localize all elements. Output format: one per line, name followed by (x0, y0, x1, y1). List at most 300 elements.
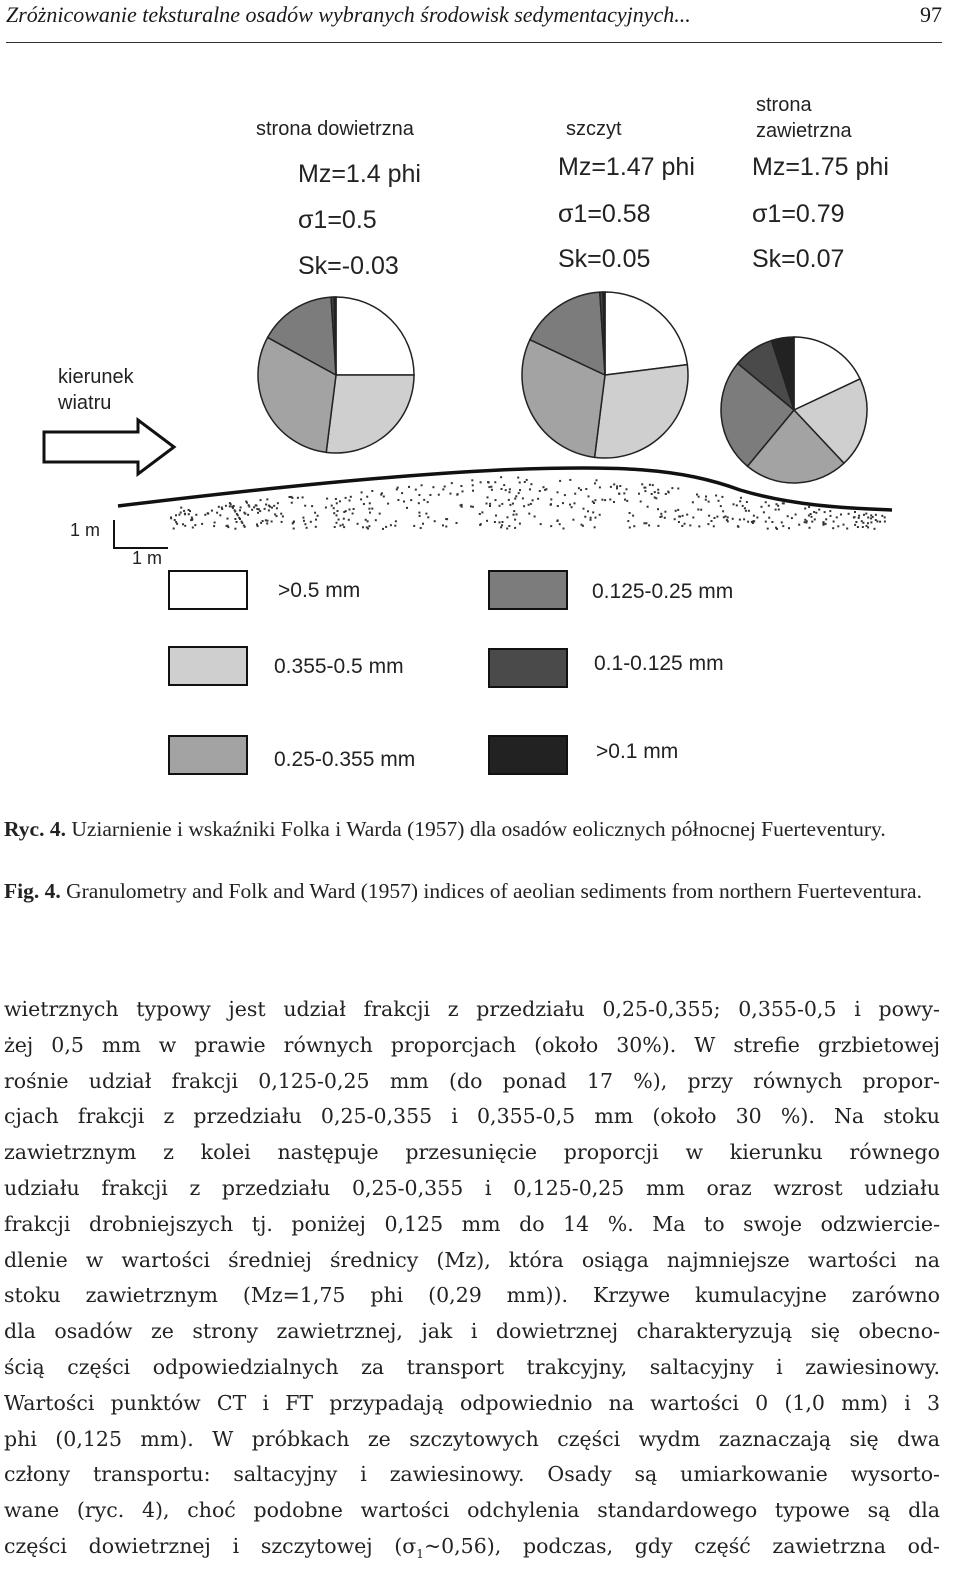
sand-dot (523, 505, 525, 507)
sand-dot (863, 514, 865, 516)
sand-dot (815, 512, 817, 514)
legend-swatch-3 (168, 735, 248, 775)
sand-dot (708, 515, 710, 517)
scale-vertical-label: 1 m (70, 520, 101, 540)
sand-dot (368, 525, 370, 527)
sand-dot (418, 494, 420, 496)
sand-dot (427, 501, 429, 503)
sand-dot (813, 511, 815, 513)
sand-dot (867, 522, 869, 524)
sand-dot (432, 486, 434, 488)
sand-dot (862, 526, 864, 528)
sand-dot (353, 508, 355, 510)
sand-dot (778, 509, 780, 511)
sand-dot (481, 511, 483, 513)
sand-dot (390, 524, 392, 526)
sand-dot (594, 499, 596, 501)
sand-dot (818, 509, 820, 511)
wind-arrow-icon (44, 420, 174, 474)
sand-dot (574, 493, 576, 495)
sand-dot (460, 485, 462, 487)
sand-dot (585, 488, 587, 490)
sand-dot (445, 518, 447, 520)
station-2-sk: Sk=0.05 (558, 245, 651, 273)
sand-dot (219, 514, 221, 516)
sand-dot (297, 497, 299, 499)
sand-dot (787, 515, 789, 517)
sand-dot (234, 511, 236, 513)
wind-label-1: kierunek (58, 366, 134, 388)
scale-bar (114, 520, 168, 548)
sand-dot (524, 481, 526, 483)
pie-slice (595, 365, 688, 458)
sand-dot (507, 516, 509, 518)
sand-dot (519, 489, 521, 491)
sand-dot (491, 489, 493, 491)
sand-dot (293, 521, 295, 523)
sand-dot (765, 521, 767, 523)
sand-dot (595, 517, 597, 519)
sand-dot (530, 483, 532, 485)
sand-dot (269, 506, 271, 508)
sand-dot (855, 521, 857, 523)
sand-dot (733, 503, 735, 505)
sand-dot (768, 517, 770, 519)
station-3-sk: Sk=0.07 (752, 245, 845, 273)
sand-dot (867, 517, 869, 519)
sand-dot (594, 526, 596, 528)
caption-en-text: Granulometry and Folk and Ward (1957) indices of aeolian sediments from northern Fuerteventura. (66, 879, 922, 903)
body-line: dla osadów ze strony zawietrznej, jak i dowietrznej charakteryzują się obecno- (4, 1319, 940, 1344)
sand-dot (649, 484, 651, 486)
sand-dot (281, 521, 283, 523)
sand-dot (244, 513, 246, 515)
sand-dot (363, 503, 365, 505)
sand-dot (715, 495, 717, 497)
sand-dot (739, 500, 741, 502)
sand-dot (216, 512, 218, 514)
sand-dot (337, 510, 339, 512)
body-line: ścią części odpowiedzialnych za transport trakcyjny, saltacyjny i zawiesinowy. (4, 1354, 940, 1379)
sand-dot (811, 516, 813, 518)
sand-dot (501, 503, 503, 505)
caption-en (4, 876, 940, 907)
legend-label-6: >0.1 mm (596, 740, 679, 763)
sand-dot (382, 528, 384, 530)
legend-label-5: 0.1-0.125 mm (594, 652, 724, 675)
sand-dot (361, 491, 363, 493)
sand-dot (640, 501, 642, 503)
sand-dot (532, 499, 534, 501)
sand-dot (808, 506, 810, 508)
sand-dot (291, 502, 293, 504)
sand-dot (648, 524, 650, 526)
sand-dot (657, 489, 659, 491)
sand-dot (857, 526, 859, 528)
sand-dot (419, 515, 421, 517)
sand-dot (348, 519, 350, 521)
sand-dot (233, 505, 235, 507)
sand-dot (665, 493, 667, 495)
sand-dot (686, 514, 688, 516)
sand-dot (879, 521, 881, 523)
sand-dot (394, 525, 396, 527)
sand-dot (339, 500, 341, 502)
sand-dot (396, 488, 398, 490)
sand-dot (490, 486, 492, 488)
sand-dot (240, 506, 242, 508)
sand-dot (609, 499, 611, 501)
sand-dot (782, 525, 784, 527)
sand-dot (588, 495, 590, 497)
sand-dot (509, 491, 511, 493)
sand-dot (613, 501, 615, 503)
sand-dot (768, 505, 770, 507)
sand-dot (659, 516, 661, 518)
sand-dot (599, 486, 601, 488)
sand-dot (367, 520, 369, 522)
sand-dot (456, 522, 458, 524)
body-line: udziału frakcji z przedziału 0,25-0,355 i 0,125-0,25 mm oraz wzrost udziału (4, 1175, 940, 1200)
sand-dot (349, 509, 351, 511)
sand-dot (489, 505, 491, 507)
sand-dot (369, 502, 371, 504)
sand-dot (509, 504, 511, 506)
sand-dot (335, 498, 337, 500)
sand-dot (368, 508, 370, 510)
body-line-last: części dowietrznej i szczytowej $(\sigma_1\sim 0,56)$, podczas, gdy część zawietrzna od- (4, 1533, 940, 1562)
sand-dot (366, 496, 368, 498)
sand-dot (711, 520, 713, 522)
sand-dot (499, 521, 501, 523)
sand-dot (782, 502, 784, 504)
sand-dot (627, 520, 629, 522)
sand-dot (180, 507, 182, 509)
body-line: wietrznych typowy jest udział frakcji z przedziału 0,25-0,355; 0,355-0,5 i powy- (4, 997, 940, 1021)
body-line: cjach frakcji z przedziału 0,25-0,355 i 0,355-0,5 mm (około 30 %). Na stoku (4, 1104, 940, 1129)
sand-dot (422, 523, 424, 525)
sand-dot (814, 518, 816, 520)
legend-label-2: 0.355-0.5 mm (274, 655, 404, 678)
sand-dot (304, 505, 306, 507)
sand-dot (655, 497, 657, 499)
sand-dot (506, 528, 508, 530)
sand-dot (461, 506, 463, 508)
sand-dot (406, 507, 408, 509)
sand-dot (736, 504, 738, 506)
sand-dot (616, 487, 618, 489)
sand-dot (500, 476, 502, 478)
sand-dot (594, 482, 596, 484)
sand-dot (743, 518, 745, 520)
sand-dot (698, 525, 700, 527)
sand-dot (571, 506, 573, 508)
sand-dot (246, 502, 248, 504)
sand-dot (804, 521, 806, 523)
sand-dot (326, 498, 328, 500)
sand-dot (592, 511, 594, 513)
sand-dot (530, 503, 532, 505)
sand-dot (557, 491, 559, 493)
sand-dot (746, 501, 748, 503)
sand-dot (259, 510, 261, 512)
sand-dot (380, 494, 382, 496)
sand-dot (195, 514, 197, 516)
sand-dot (578, 487, 580, 489)
sand-dot (837, 525, 839, 527)
sand-dot (333, 512, 335, 514)
legend-swatch-6 (488, 735, 568, 775)
sand-dot (256, 524, 258, 526)
sand-dot (338, 519, 340, 521)
sand-dot (266, 523, 268, 525)
sand-dot (692, 501, 694, 503)
sand-dot (268, 509, 270, 511)
sand-dot (629, 527, 631, 529)
sand-dot (423, 499, 425, 501)
sand-dot (539, 490, 541, 492)
sand-dot (515, 495, 517, 497)
sand-dot (870, 517, 872, 519)
sand-dot (664, 517, 666, 519)
sand-dot (175, 521, 177, 523)
sand-dot (810, 513, 812, 515)
sand-dot (522, 497, 524, 499)
sand-dot (590, 519, 592, 521)
sand-dot (737, 526, 739, 528)
sand-dot (705, 496, 707, 498)
sand-dot (214, 522, 216, 524)
sand-dot (192, 527, 194, 529)
station-3-sigma: σ1=0.79 (752, 200, 845, 228)
sand-dot (306, 527, 308, 529)
sand-dot (334, 526, 336, 528)
sand-dot (723, 516, 725, 518)
caption-pl (4, 814, 940, 845)
sand-dot (645, 522, 647, 524)
sand-dot (292, 522, 294, 524)
sand-dot (486, 520, 488, 522)
pie-station-1 (258, 297, 414, 453)
sand-dot (825, 523, 827, 525)
body-line: phi (0,125 mm). W próbkach ze szczytowych części wydm zaznaczają się dwa (4, 1426, 940, 1451)
sand-dot (644, 487, 646, 489)
sand-dot (226, 525, 228, 527)
sand-dot (425, 513, 427, 515)
sand-dot (410, 499, 412, 501)
sand-dot (367, 528, 369, 530)
pie-slice (336, 297, 414, 375)
sand-dot (488, 482, 490, 484)
body-paragraph (4, 992, 940, 1573)
sand-dot (832, 527, 834, 529)
sand-dot (236, 521, 238, 523)
sand-dot (684, 523, 686, 525)
sand-dot (540, 523, 542, 525)
sand-dot (601, 499, 603, 501)
sand-dot (227, 518, 229, 520)
sand-dot (379, 513, 381, 515)
sand-dot (708, 501, 710, 503)
sand-dot (383, 496, 385, 498)
pie-slice (605, 292, 687, 375)
sand-dot (584, 516, 586, 518)
sand-dot (596, 479, 598, 481)
sand-dot (707, 523, 709, 525)
sand-dot (445, 526, 447, 528)
sand-dot (401, 492, 403, 494)
sand-dot (582, 525, 584, 527)
sand-dot (843, 524, 845, 526)
sand-dot (722, 510, 724, 512)
sand-dot (664, 511, 666, 513)
sand-dot (434, 520, 436, 522)
sand-dot (470, 506, 472, 508)
sand-dot (681, 525, 683, 527)
sand-dot (638, 493, 640, 495)
sand-dot (438, 494, 440, 496)
legend-label-1: >0.5 mm (278, 579, 361, 602)
sand-dot (304, 523, 306, 525)
sand-dot (444, 486, 446, 488)
sand-dot (657, 508, 659, 510)
sand-dot (550, 525, 552, 527)
sand-dot (804, 519, 806, 521)
sand-dot (629, 512, 631, 514)
sand-dot (451, 482, 453, 484)
sand-dot (641, 483, 643, 485)
body-line: stoku zawietrznym (Mz=1,75 phi (0,29 mm)). Krzywe kumulacyjne zarówno (4, 1283, 940, 1308)
sand-dot (461, 504, 463, 506)
sand-dot (420, 527, 422, 529)
sand-dot (257, 512, 259, 514)
station-1-name: strona dowietrzna (256, 118, 414, 140)
sand-dot (472, 490, 474, 492)
body-line: Wartości punktów CT i FT przypadają odpowiednio na wartości 0 (1,0 mm) i 3 (4, 1390, 940, 1415)
sand-dot (748, 510, 750, 512)
sand-dot (360, 498, 362, 500)
sand-dot (471, 479, 473, 481)
sand-dot (514, 498, 516, 500)
sand-dot (682, 515, 684, 517)
sand-dot (559, 523, 561, 525)
sand-dot (720, 505, 722, 507)
sand-dot (580, 489, 582, 491)
body-line: frakcji drobniejszych tj. poniżej 0,125 mm do 14 %. Ma to swoje odzwiercie- (4, 1211, 940, 1236)
sand-dot (325, 507, 327, 509)
sand-dot (293, 528, 295, 530)
sand-dot (174, 519, 176, 521)
sand-dot (858, 515, 860, 517)
sand-dot (271, 521, 273, 523)
sand-dot (593, 502, 595, 504)
sand-dot (229, 505, 231, 507)
station-2-name: szczyt (566, 118, 622, 140)
sand-dot (512, 503, 514, 505)
sand-dot (652, 484, 654, 486)
sand-dot (450, 493, 452, 495)
sand-dot (876, 520, 878, 522)
sand-dot (201, 523, 203, 525)
sand-dot (716, 516, 718, 518)
sand-dot (514, 527, 516, 529)
station-3-name-1: strona (756, 94, 812, 116)
sand-dot (508, 525, 510, 527)
station-2-sigma: σ1=0.58 (558, 200, 651, 228)
sand-dot (698, 496, 700, 498)
sand-dot (494, 481, 496, 483)
sand-dot (660, 513, 662, 515)
pie-slice (326, 375, 414, 453)
sand-dot (371, 508, 373, 510)
sand-dot (253, 506, 255, 508)
sand-dot (697, 509, 699, 511)
sand-dot (502, 521, 504, 523)
sand-dot (375, 519, 377, 521)
sand-dot (314, 512, 316, 514)
sand-dot (604, 499, 606, 501)
pie-station-3 (721, 337, 867, 483)
caption-en-label: Fig. 4. (4, 879, 61, 903)
sand-dot (182, 523, 184, 525)
sand-dot (744, 507, 746, 509)
sand-dot (395, 520, 397, 522)
sand-dot (528, 504, 530, 506)
sand-dot (276, 507, 278, 509)
sand-dot (241, 522, 243, 524)
sand-dot (271, 507, 273, 509)
sand-dot (632, 515, 634, 517)
sand-dot (336, 522, 338, 524)
sand-dot (624, 499, 626, 501)
sand-dot (385, 526, 387, 528)
sand-dot (457, 493, 459, 495)
sand-dot (833, 521, 835, 523)
sand-dot (763, 511, 765, 513)
sand-dot (753, 520, 755, 522)
sand-dot (583, 508, 585, 510)
sand-dot (513, 514, 515, 516)
sand-dot (742, 505, 744, 507)
sand-dot (618, 493, 620, 495)
sand-dot (255, 505, 257, 507)
sand-dot (369, 512, 371, 514)
sand-dot (563, 528, 565, 530)
pie-station-2 (522, 292, 688, 458)
sand-dot (349, 500, 351, 502)
sand-dot (343, 511, 345, 513)
sand-dot (514, 519, 516, 521)
sand-dot (529, 488, 531, 490)
sand-dot (499, 505, 501, 507)
sand-dot (775, 509, 777, 511)
sand-dot (884, 521, 886, 523)
sand-dot (875, 514, 877, 516)
sand-dot (824, 511, 826, 513)
legend-label-4: 0.125-0.25 mm (592, 580, 734, 603)
sand-dot (791, 517, 793, 519)
sand-dot (846, 528, 848, 530)
sand-dot (207, 512, 209, 514)
sand-dot (239, 509, 241, 511)
sand-dot (644, 490, 646, 492)
sand-dot (184, 525, 186, 527)
sand-dot (260, 499, 262, 501)
sand-dot (290, 496, 292, 498)
station-3-mz: Mz=1.75 phi (752, 153, 889, 181)
sand-dot (809, 527, 811, 529)
sand-dot (718, 500, 720, 502)
